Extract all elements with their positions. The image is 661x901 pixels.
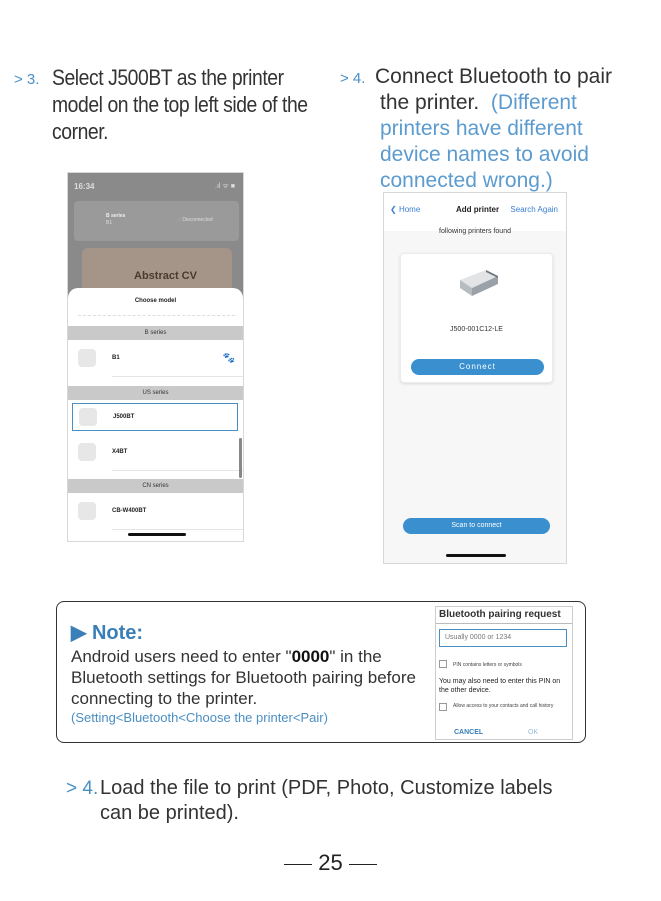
step-4b-line1: Load the file to print (PDF, Photo, Customize labels	[100, 777, 553, 799]
step-4-number: > 4.	[340, 70, 366, 87]
found-label: following printers found	[439, 228, 511, 235]
choose-model-screenshot	[67, 172, 244, 542]
top-series-label: B series	[106, 213, 126, 219]
note-path: (Setting<Bluetooth<Choose the printer<Pair)	[71, 710, 328, 725]
dialog-title: Bluetooth pairing request	[439, 609, 561, 620]
contacts-checkbox-label: Allow access to your contacts and call history	[453, 703, 554, 709]
status-time: 16:34	[74, 182, 95, 191]
cancel-button[interactable]: CANCEL	[454, 729, 484, 736]
model-row-b1[interactable]	[68, 341, 243, 377]
model-row-j500bt[interactable]	[72, 403, 238, 431]
model-name: X4BT	[112, 449, 128, 455]
choose-model-sheet	[68, 288, 243, 542]
page-number: 25	[0, 850, 661, 876]
device-name: J500-001C12-LE	[450, 326, 503, 333]
note-box	[56, 601, 586, 743]
pin-input[interactable]: Usually 0000 or 1234	[439, 629, 567, 647]
pin-code: 0000	[291, 647, 330, 666]
search-again-button[interactable]: Search Again	[510, 205, 558, 214]
home-indicator	[446, 554, 506, 557]
step-4-line2a: the printer.	[380, 91, 480, 114]
step-4b-number: > 4.	[66, 778, 99, 799]
step-4-line1: Connect Bluetooth to pair	[375, 65, 612, 88]
template-title: Abstract CV	[134, 270, 197, 282]
model-name: CB-W400BT	[112, 508, 147, 514]
paw-icon: 🐾	[222, 353, 235, 364]
printer-thumb-icon	[79, 408, 97, 426]
section-cn-series: CN series	[68, 479, 243, 493]
scan-to-connect-button[interactable]: Scan to connect	[403, 518, 550, 534]
dialog-message: You may also need to enter this PIN on the other device.	[439, 678, 561, 694]
ok-button[interactable]: OK	[528, 729, 539, 736]
step-3-number: > 3.	[14, 71, 40, 88]
model-row-cb-w400bt[interactable]	[68, 494, 243, 530]
note-text: Android users need to enter "0000" in the Bluetooth settings for Bluetooth pairing before connecting to the printer.	[71, 647, 416, 708]
section-us-series: US series	[68, 386, 243, 400]
step-4-line5: connected wrong.)	[380, 169, 553, 192]
printer-thumb-icon	[78, 502, 96, 520]
connect-button[interactable]: Connect	[411, 359, 544, 375]
letters-checkbox[interactable]	[439, 660, 447, 668]
model-name: J500BT	[113, 414, 135, 420]
printer-card[interactable]	[400, 253, 553, 383]
disconnected-label: ◌ Disconnected	[178, 217, 213, 223]
model-row-x4bt[interactable]	[68, 435, 243, 471]
scrollbar[interactable]	[239, 438, 242, 478]
nav-header	[384, 193, 566, 235]
chevron-left-icon: ❮	[390, 205, 397, 214]
model-name: B1	[112, 355, 120, 361]
contacts-checkbox[interactable]	[439, 703, 447, 711]
section-b-series: B series	[68, 326, 243, 340]
step-3-text: Select J500BT as the printer model on the top left side of the corner.	[52, 65, 308, 144]
printer-thumb-icon	[78, 443, 96, 461]
sheet-title: Choose model	[134, 298, 177, 304]
home-indicator	[128, 533, 186, 536]
top-series-sub: B1	[106, 220, 113, 226]
step-4-line3: printers have different	[380, 117, 583, 140]
printer-card	[74, 201, 239, 241]
printer-thumb-icon	[78, 349, 96, 367]
step-4-line4: device names to avoid	[380, 143, 589, 166]
status-icons: .ıl ᯤ ■	[215, 183, 235, 190]
bluetooth-pairing-dialog	[435, 606, 573, 740]
note-title: ▶ Note:	[71, 622, 144, 644]
step-4b-line2: can be printed).	[100, 802, 239, 824]
sheet-divider	[78, 315, 235, 316]
nav-title: Add printer	[456, 205, 500, 214]
letters-checkbox-label: PIN contains letters or symbols	[453, 662, 522, 668]
step-4-line2b: (Different	[490, 91, 577, 114]
add-printer-screenshot	[383, 192, 567, 564]
printer-icon	[456, 268, 500, 298]
back-home-button[interactable]: ❮ Home	[390, 205, 421, 214]
